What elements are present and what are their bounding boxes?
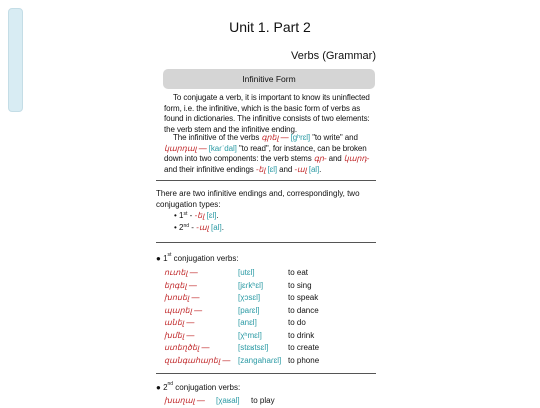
armenian-verb: երգել — xyxy=(164,280,197,290)
english-gloss: to dance xyxy=(288,305,319,315)
para-text: and their infinitive endings xyxy=(164,164,256,174)
second-conjugation-heading: ● 2nd conjugation verbs: xyxy=(156,381,241,392)
armenian-ending: -ալ xyxy=(196,223,209,232)
armenian-stem: կարդ- xyxy=(343,154,370,163)
ordinal-suffix: nd xyxy=(167,381,174,387)
english-gloss: to phone xyxy=(288,355,320,365)
transliteration: [al] xyxy=(208,223,222,232)
para-text: The infinitive of the verbs xyxy=(173,133,262,142)
first-conjugation-heading: ● 1st conjugation verbs: xyxy=(156,252,239,263)
para-text: "to write" and xyxy=(312,133,358,142)
transliteration: [anɛl] xyxy=(238,318,257,327)
english-gloss: to do xyxy=(288,318,306,327)
english-gloss: to drink xyxy=(288,330,315,340)
type-number: 2 xyxy=(179,223,184,232)
transliteration: [ɛl] xyxy=(204,211,217,220)
para-text: and xyxy=(326,154,344,163)
transliteration: [jɛɾkʰɛl] xyxy=(238,280,264,290)
types-intro: There are two infinitive endings and, correspondingly, two conjugation types: xyxy=(156,189,360,209)
armenian-word: կարդալ — xyxy=(164,143,207,153)
armenian-verb: անել — xyxy=(164,318,195,327)
armenian-verb: խոսել — xyxy=(164,293,200,302)
english-gloss: to eat xyxy=(288,268,309,277)
type-item-2: • 2nd - -ալ [al]. xyxy=(174,223,224,232)
transliteration: [gʰrɛl] xyxy=(288,133,313,142)
type-number: 1 xyxy=(179,211,184,220)
separator: - xyxy=(187,211,195,220)
page-title: Unit 1. Part 2 xyxy=(229,19,311,35)
para-text: and xyxy=(277,164,295,174)
english-gloss: to speak xyxy=(288,293,319,302)
heading-text: conjugation verbs: xyxy=(171,254,239,263)
transliteration: [χaʁal] xyxy=(216,396,240,405)
english-gloss: to play xyxy=(251,396,275,405)
punctuation: . xyxy=(221,223,224,232)
type-item-1: • 1st - -ել [ɛl]. xyxy=(174,211,219,220)
armenian-ending: -ել xyxy=(194,211,205,220)
separator: - xyxy=(189,223,197,232)
intro-paragraph-text: To conjugate a verb, it is important to know its uninflected form, i.e. the infinitive, which is the basic form of verbs as found in dictionaries. The infinitive consists of two elements: the verb stem and the infinitive ending. xyxy=(164,93,370,134)
armenian-verb: զանգահարել — xyxy=(164,355,231,365)
heading-text: conjugation verbs: xyxy=(173,383,241,392)
ordinal-suffix: nd xyxy=(183,223,190,229)
para-text: . xyxy=(319,164,322,174)
armenian-ending: -ալ xyxy=(294,164,307,174)
example-paragraph xyxy=(164,133,376,175)
divider xyxy=(156,373,376,374)
english-gloss: to create xyxy=(288,343,320,352)
heading-number: 2 xyxy=(163,383,168,392)
armenian-word: գրել — xyxy=(261,133,289,142)
armenian-ending: -ել xyxy=(255,164,266,174)
page-subtitle: Verbs (Grammar) xyxy=(291,50,376,62)
transliteration: [kaɾˈdal] xyxy=(206,143,239,153)
punctuation: . xyxy=(216,211,219,220)
transliteration: [al] xyxy=(306,164,320,174)
armenian-verb: ստեղծել — xyxy=(164,343,210,352)
ordinal-suffix: st xyxy=(167,252,172,258)
english-gloss: to sing xyxy=(288,280,312,290)
armenian-verb: խմել — xyxy=(164,330,195,340)
ordinal-suffix: st xyxy=(183,211,188,217)
divider xyxy=(156,242,376,243)
transliteration: [zangahaɾɛl] xyxy=(238,355,282,365)
transliteration: [ɛl] xyxy=(265,164,278,174)
armenian-verb: ուտել — xyxy=(164,268,198,277)
transliteration: [χɔsɛl] xyxy=(238,293,261,302)
para-text: "to read", for instance, can be broken down into two components: the verb stems xyxy=(164,143,367,163)
armenian-verb: խաղալ — xyxy=(164,396,205,405)
armenian-verb: պարել — xyxy=(164,305,203,315)
transliteration: [paɾɛl] xyxy=(238,305,260,315)
transliteration: [utɛl] xyxy=(238,268,255,277)
infinitive-box-header: Infinitive Form xyxy=(163,69,375,89)
transliteration: [stɛʁtsɛl] xyxy=(238,343,269,352)
divider xyxy=(156,180,376,181)
transliteration: [χʰmɛl] xyxy=(238,330,262,340)
heading-number: 1 xyxy=(163,254,168,263)
intro-paragraph xyxy=(164,93,376,135)
armenian-stem: գր- xyxy=(313,154,327,163)
